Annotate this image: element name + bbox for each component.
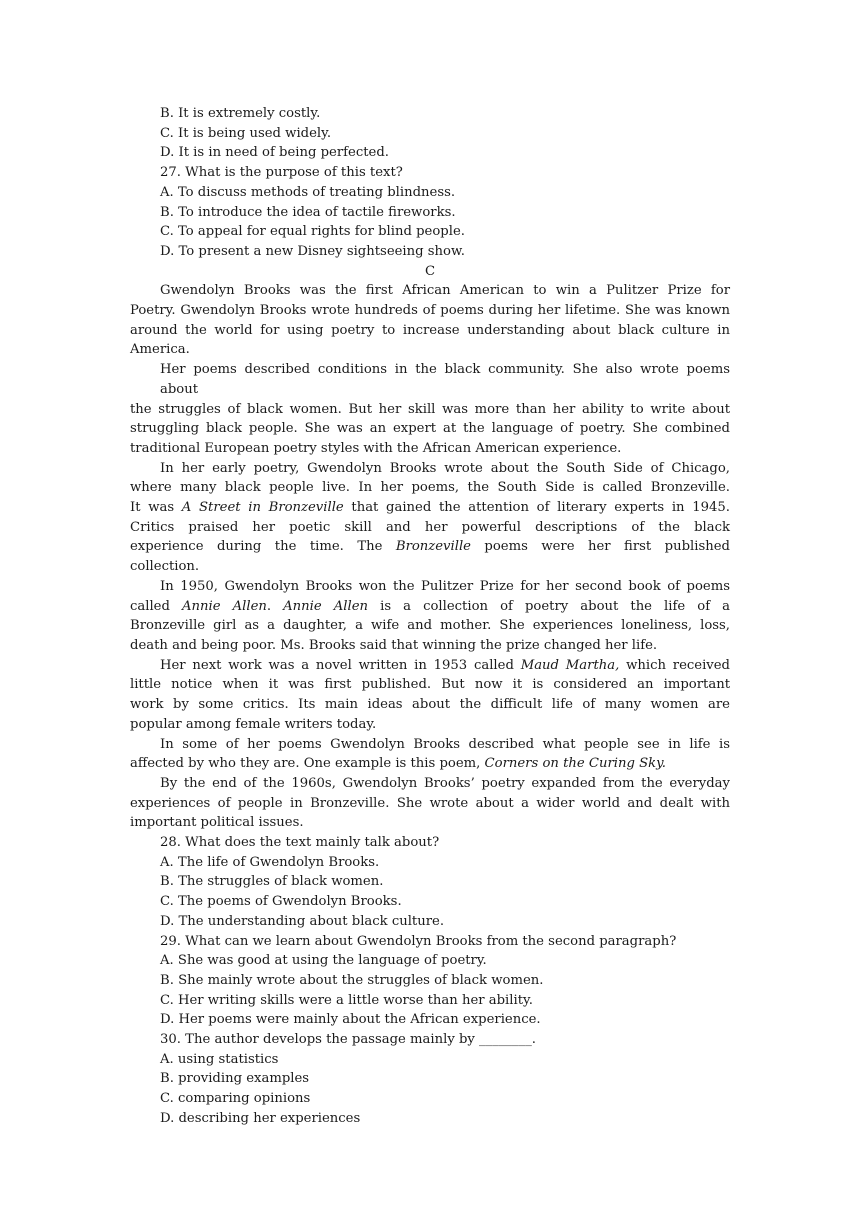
question-28 (130, 833, 730, 932)
passage (130, 281, 730, 833)
text-line: the struggles of black women. But her skill was more than her ability to write about (130, 401, 730, 417)
text-line: America. (130, 342, 190, 358)
paragraph-4 (130, 577, 730, 656)
option: A. The life of Gwendolyn Brooks. (160, 854, 380, 870)
option: C. It is being used widely. (160, 125, 332, 141)
paragraph-6 (130, 735, 730, 774)
paragraph-1 (130, 281, 730, 360)
previous-question-options (130, 104, 730, 163)
option: D. The understanding about black culture. (160, 913, 445, 929)
option: D. To present a new Disney sightseeing show. (160, 243, 465, 259)
text-line: By the end of the 1960s, Gwendolyn Brooks’ poetry expanded from the everyday (160, 775, 730, 791)
text-segment: which received (619, 657, 730, 673)
text-line: experiences of people in Bronzeville. She wrote about a wider world and dealt with (130, 795, 730, 811)
text-line (130, 754, 730, 774)
question-29 (130, 932, 730, 1031)
text-line (130, 597, 730, 617)
option: C. Her writing skills were a little worse than her ability. (160, 992, 533, 1008)
text-line: Critics praised her poetic skill and her powerful descriptions of the black (130, 519, 730, 535)
text-line (130, 537, 730, 557)
text-line: little notice when it was first published. But now it is considered an important (130, 677, 730, 693)
text-line (130, 498, 730, 518)
text-line: around the world for using poetry to increase understanding about black culture in (130, 322, 730, 338)
text-line: Poetry. Gwendolyn Brooks wrote hundreds of poems during her lifetime. She was known (130, 303, 730, 319)
option: A. To discuss methods of treating blindness. (160, 184, 456, 200)
text-line: struggling black people. She was an expert at the language of poetry. She combined (130, 421, 730, 437)
question-text: 28. What does the text mainly talk about? (160, 835, 440, 851)
option: A. using statistics (160, 1051, 279, 1067)
text-segment: affected by who they are. One example is this poem, (130, 756, 485, 772)
text-line (130, 656, 730, 676)
work-title: Maud Martha, (520, 657, 620, 673)
option: C. The poems of Gwendolyn Brooks. (160, 894, 402, 910)
text-line: where many black people live. In her poems, the South Side is called Bronzeville. (130, 480, 730, 496)
work-title: Bronzeville (395, 539, 471, 555)
text-line: important political issues. (130, 815, 304, 831)
text-line: work by some critics. Its main ideas about the difficult life of many women are (130, 697, 730, 713)
section-label: C (424, 263, 436, 279)
text-line: In 1950, Gwendolyn Brooks won the Pulitzer Prize for her second book of poems (160, 578, 730, 594)
work-title: Corners on the Curing Sky. (484, 756, 667, 772)
option: B. To introduce the idea of tactile fireworks. (160, 204, 456, 220)
text-segment: . (266, 598, 284, 614)
text-line: Her poems described conditions in the black community. She also wrote poems about (160, 362, 730, 397)
question-text: 29. What can we learn about Gwendolyn Brooks from the second paragraph? (160, 933, 677, 949)
text-segment: called (130, 598, 183, 614)
question-30 (130, 1030, 730, 1129)
paragraph-7 (130, 774, 730, 833)
question-text: 30. The author develops the passage mainly by ________. (160, 1032, 536, 1048)
option: D. describing her experiences (160, 1110, 361, 1126)
text-line: traditional European poetry styles with the African American experience. (130, 440, 622, 456)
option: B. She mainly wrote about the struggles of black women. (160, 972, 544, 988)
option: D. Her poems were mainly about the African experience. (160, 1012, 541, 1028)
text-segment: that gained the attention of literary experts in 1945. (343, 500, 730, 516)
option: C. comparing opinions (160, 1091, 311, 1107)
paragraph-5 (130, 656, 730, 735)
text-segment: It was (130, 500, 182, 516)
text-line: death and being poor. Ms. Brooks said that winning the prize changed her life. (130, 637, 658, 653)
paragraph-3 (130, 459, 730, 577)
option: C. To appeal for equal rights for blind people. (160, 224, 465, 240)
text-segment: is a collection of poetry about the life of a (368, 598, 731, 614)
text-line: collection. (130, 559, 200, 575)
option: A. She was good at using the language of poetry. (160, 953, 487, 969)
text-line: In her early poetry, Gwendolyn Brooks wrote about the South Side of Chicago, (160, 460, 730, 476)
text-segment: experience during the time. The (130, 539, 396, 555)
text-line: In some of her poems Gwendolyn Brooks described what people see in life is (160, 736, 730, 752)
text-line: Gwendolyn Brooks was the first African American to win a Pulitzer Prize for (160, 283, 730, 299)
option: D. It is in need of being perfected. (160, 145, 389, 161)
text-segment: poems were her first published (470, 539, 730, 555)
text-line: popular among female writers today. (130, 716, 377, 732)
text-line: Bronzeville girl as a daughter, a wife and mother. She experiences loneliness, loss, (130, 618, 730, 634)
option: B. The struggles of black women. (160, 874, 384, 890)
exam-page (130, 104, 730, 1129)
option: B. providing examples (160, 1071, 310, 1087)
work-title: A Street in Bronzeville (181, 500, 344, 516)
option: B. It is extremely costly. (160, 106, 321, 121)
work-title: Annie Allen (283, 598, 369, 614)
text-segment: Her next work was a novel written in 1953 called (160, 657, 521, 673)
paragraph-2 (130, 360, 730, 459)
question-27 (130, 163, 730, 262)
question-text: 27. What is the purpose of this text? (160, 165, 403, 181)
work-title: Annie Allen (182, 598, 267, 614)
